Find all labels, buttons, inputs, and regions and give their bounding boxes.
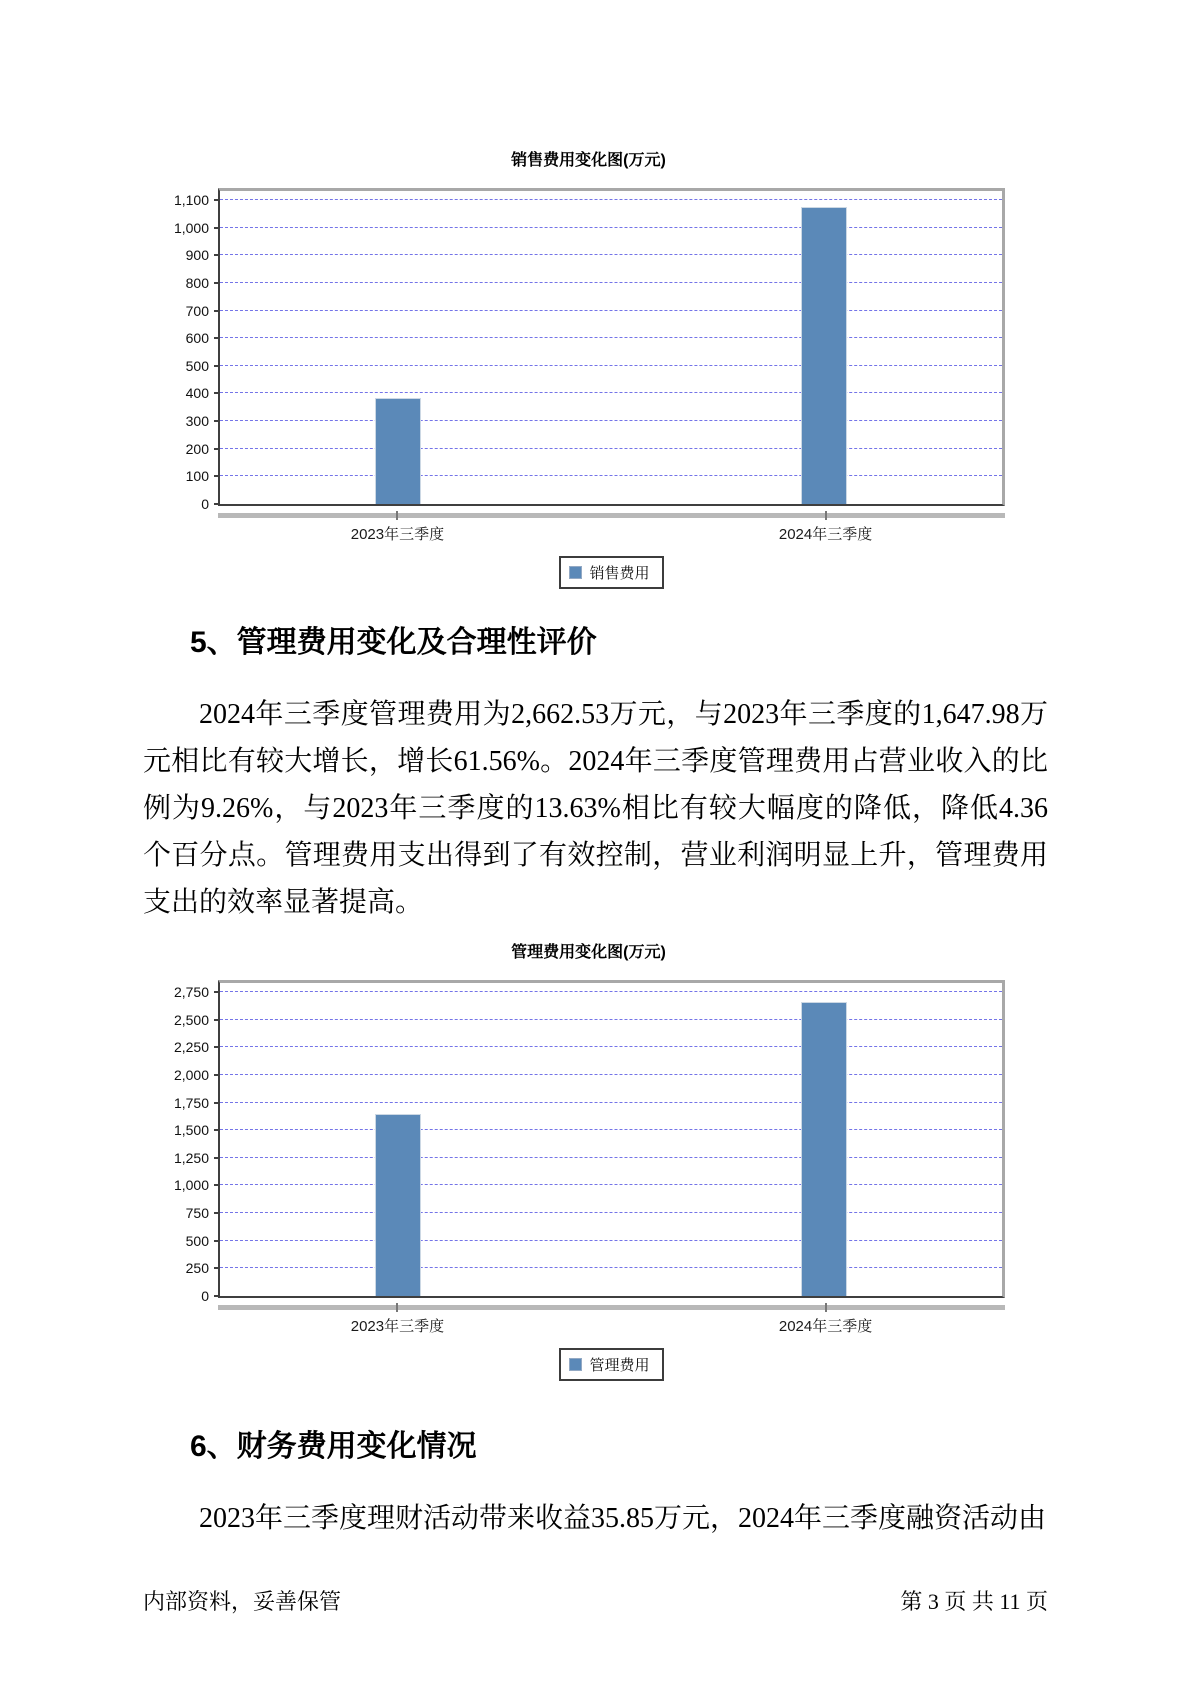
- y-axis-tick-label: 800: [185, 274, 209, 291]
- y-axis-tick-label: 0: [201, 1288, 209, 1304]
- gridline: [220, 420, 1002, 421]
- gridline: [220, 1102, 1002, 1103]
- y-axis-tick-mark: [214, 448, 220, 450]
- plot-area: [173, 980, 1005, 1304]
- chart-legend: [559, 556, 663, 589]
- y-axis-tick-mark: [214, 1295, 220, 1297]
- y-axis-tick-label: 600: [185, 330, 209, 347]
- y-axis-tick-label: 2,750: [173, 984, 209, 1000]
- x-axis-tick-mark: [396, 1303, 398, 1312]
- y-axis-tick-mark: [214, 475, 220, 477]
- y-axis-tick-mark: [214, 503, 220, 505]
- x-axis-label: 2023年三季度: [350, 526, 445, 543]
- x-axis-labels: [218, 520, 1005, 546]
- y-axis-tick-label: 100: [185, 468, 209, 485]
- y-axis-tick-mark: [214, 1074, 220, 1076]
- gridline: [220, 448, 1002, 449]
- y-axis-tick-label: 300: [185, 413, 209, 430]
- y-axis-tick-label: 1,500: [173, 1122, 209, 1139]
- legend-swatch-icon: [569, 1358, 582, 1371]
- y-axis-tick-label: 1,000: [173, 1177, 209, 1194]
- y-axis-tick-label: 750: [185, 1205, 209, 1222]
- bar-2023年三季度: [375, 1114, 421, 1296]
- y-axis-tick-label: 900: [185, 247, 209, 264]
- bar-2024年三季度: [801, 1002, 847, 1296]
- x-axis-label: 2023年三季度: [350, 1318, 445, 1335]
- gridline: [220, 337, 1002, 338]
- gridline: [220, 310, 1002, 311]
- gridline: [220, 227, 1002, 228]
- legend-row: [218, 556, 1005, 589]
- legend-swatch-icon: [569, 566, 582, 579]
- gridline: [220, 254, 1002, 255]
- y-axis-tick-label: 1,750: [173, 1094, 209, 1111]
- y-axis-tick-mark: [214, 1240, 220, 1242]
- section-5-heading: 5、管理费用变化及合理性评价: [190, 626, 597, 659]
- y-axis-tick-label: 2,500: [173, 1011, 209, 1028]
- page-footer: [143, 1585, 1048, 1616]
- legend-label: 管理费用: [589, 1357, 650, 1374]
- y-axis-tick-label: 1,100: [173, 192, 209, 208]
- x-axis-shadow: [218, 1305, 1005, 1310]
- gridline: [220, 392, 1002, 393]
- legend-label: 销售费用: [589, 565, 650, 582]
- gridline: [220, 365, 1002, 366]
- gridline: [220, 1046, 1002, 1047]
- section-5-paragraph: 2024年三季度管理费用为2,662.53万元，与2023年三季度的1,647.98万元相比有较大增长，增长61.56%。2024年三季度管理费用占营业收入的比例为9.26%，与2023年三季度的13.63%相比有较大幅度的降低，降低4.36个百分点。管理费用支出得到了有效控制，营业利润明显上升，管理费用支出的效率显著提高。: [143, 699, 1048, 918]
- y-axis-tick-mark: [214, 420, 220, 422]
- bar-2024年三季度: [801, 207, 847, 504]
- y-axis-tick-mark: [214, 392, 220, 394]
- y-axis-tick-mark: [214, 1129, 220, 1131]
- y-axis-tick-mark: [214, 1267, 220, 1269]
- gridline: [220, 1157, 1002, 1158]
- chart-title: 销售费用变化图(万元): [511, 152, 666, 169]
- y-axis-tick-mark: [214, 199, 220, 201]
- y-axis-tick-label: 2,000: [173, 1066, 209, 1083]
- y-axis-tick-mark: [214, 365, 220, 367]
- gridline: [220, 1074, 1002, 1075]
- gridline: [220, 199, 1002, 200]
- chart-title: 管理费用变化图(万元): [511, 944, 666, 961]
- x-axis-shadow: [218, 513, 1005, 518]
- admin-expense-chart: [155, 942, 1005, 1381]
- chart-legend: [559, 1348, 663, 1381]
- gridline: [220, 1129, 1002, 1130]
- x-axis-label: 2024年三季度: [778, 1318, 873, 1335]
- gridline: [220, 1184, 1002, 1185]
- y-axis-tick-label: 400: [185, 385, 209, 402]
- bar-2023年三季度: [375, 398, 421, 504]
- y-axis-tick-label: 1,250: [173, 1149, 209, 1166]
- gridline: [220, 1212, 1002, 1213]
- x-axis-tick-mark: [396, 511, 398, 520]
- y-axis-tick-label: 250: [185, 1260, 209, 1277]
- section-6-heading: 6、财务费用变化情况: [190, 1430, 477, 1463]
- y-axis-tick-mark: [214, 1157, 220, 1159]
- footer-confidential-note: 内部资料，妥善保管: [143, 1589, 342, 1614]
- y-axis-tick-mark: [214, 991, 220, 993]
- y-axis-tick-mark: [214, 337, 220, 339]
- gridline: [220, 1267, 1002, 1268]
- y-axis-tick-mark: [214, 1019, 220, 1021]
- gridline: [220, 1240, 1002, 1241]
- sales-expense-chart: [155, 0, 1005, 589]
- y-axis-tick-label: 500: [185, 1232, 209, 1249]
- section-6-paragraph: 2023年三季度理财活动带来收益35.85万元，2024年三季度融资活动由: [199, 1503, 1047, 1534]
- x-axis-tick-mark: [825, 511, 827, 520]
- plot-area: [173, 188, 1005, 512]
- gridline: [220, 991, 1002, 992]
- y-axis-tick-mark: [214, 227, 220, 229]
- y-axis-tick-label: 700: [185, 302, 209, 319]
- y-axis-tick-label: 200: [185, 440, 209, 457]
- y-axis-tick-mark: [214, 1212, 220, 1214]
- y-axis-tick-label: 500: [185, 357, 209, 374]
- y-axis-tick-mark: [214, 282, 220, 284]
- x-axis-tick-mark: [825, 1303, 827, 1312]
- footer-page-number: 第 3 页 共 11 页: [900, 1589, 1048, 1614]
- y-axis-tick-label: 0: [201, 496, 209, 512]
- y-axis-tick-mark: [214, 1102, 220, 1104]
- y-axis-tick-mark: [214, 1046, 220, 1048]
- gridline: [220, 475, 1002, 476]
- y-axis-tick-label: 2,250: [173, 1039, 209, 1056]
- legend-row: [218, 1348, 1005, 1381]
- y-axis-tick-mark: [214, 254, 220, 256]
- y-axis-tick-mark: [214, 1184, 220, 1186]
- gridline: [220, 1019, 1002, 1020]
- x-axis-labels: [218, 1312, 1005, 1338]
- y-axis-tick-label: 1,000: [173, 219, 209, 236]
- x-axis-label: 2024年三季度: [778, 526, 873, 543]
- y-axis-tick-mark: [214, 310, 220, 312]
- gridline: [220, 282, 1002, 283]
